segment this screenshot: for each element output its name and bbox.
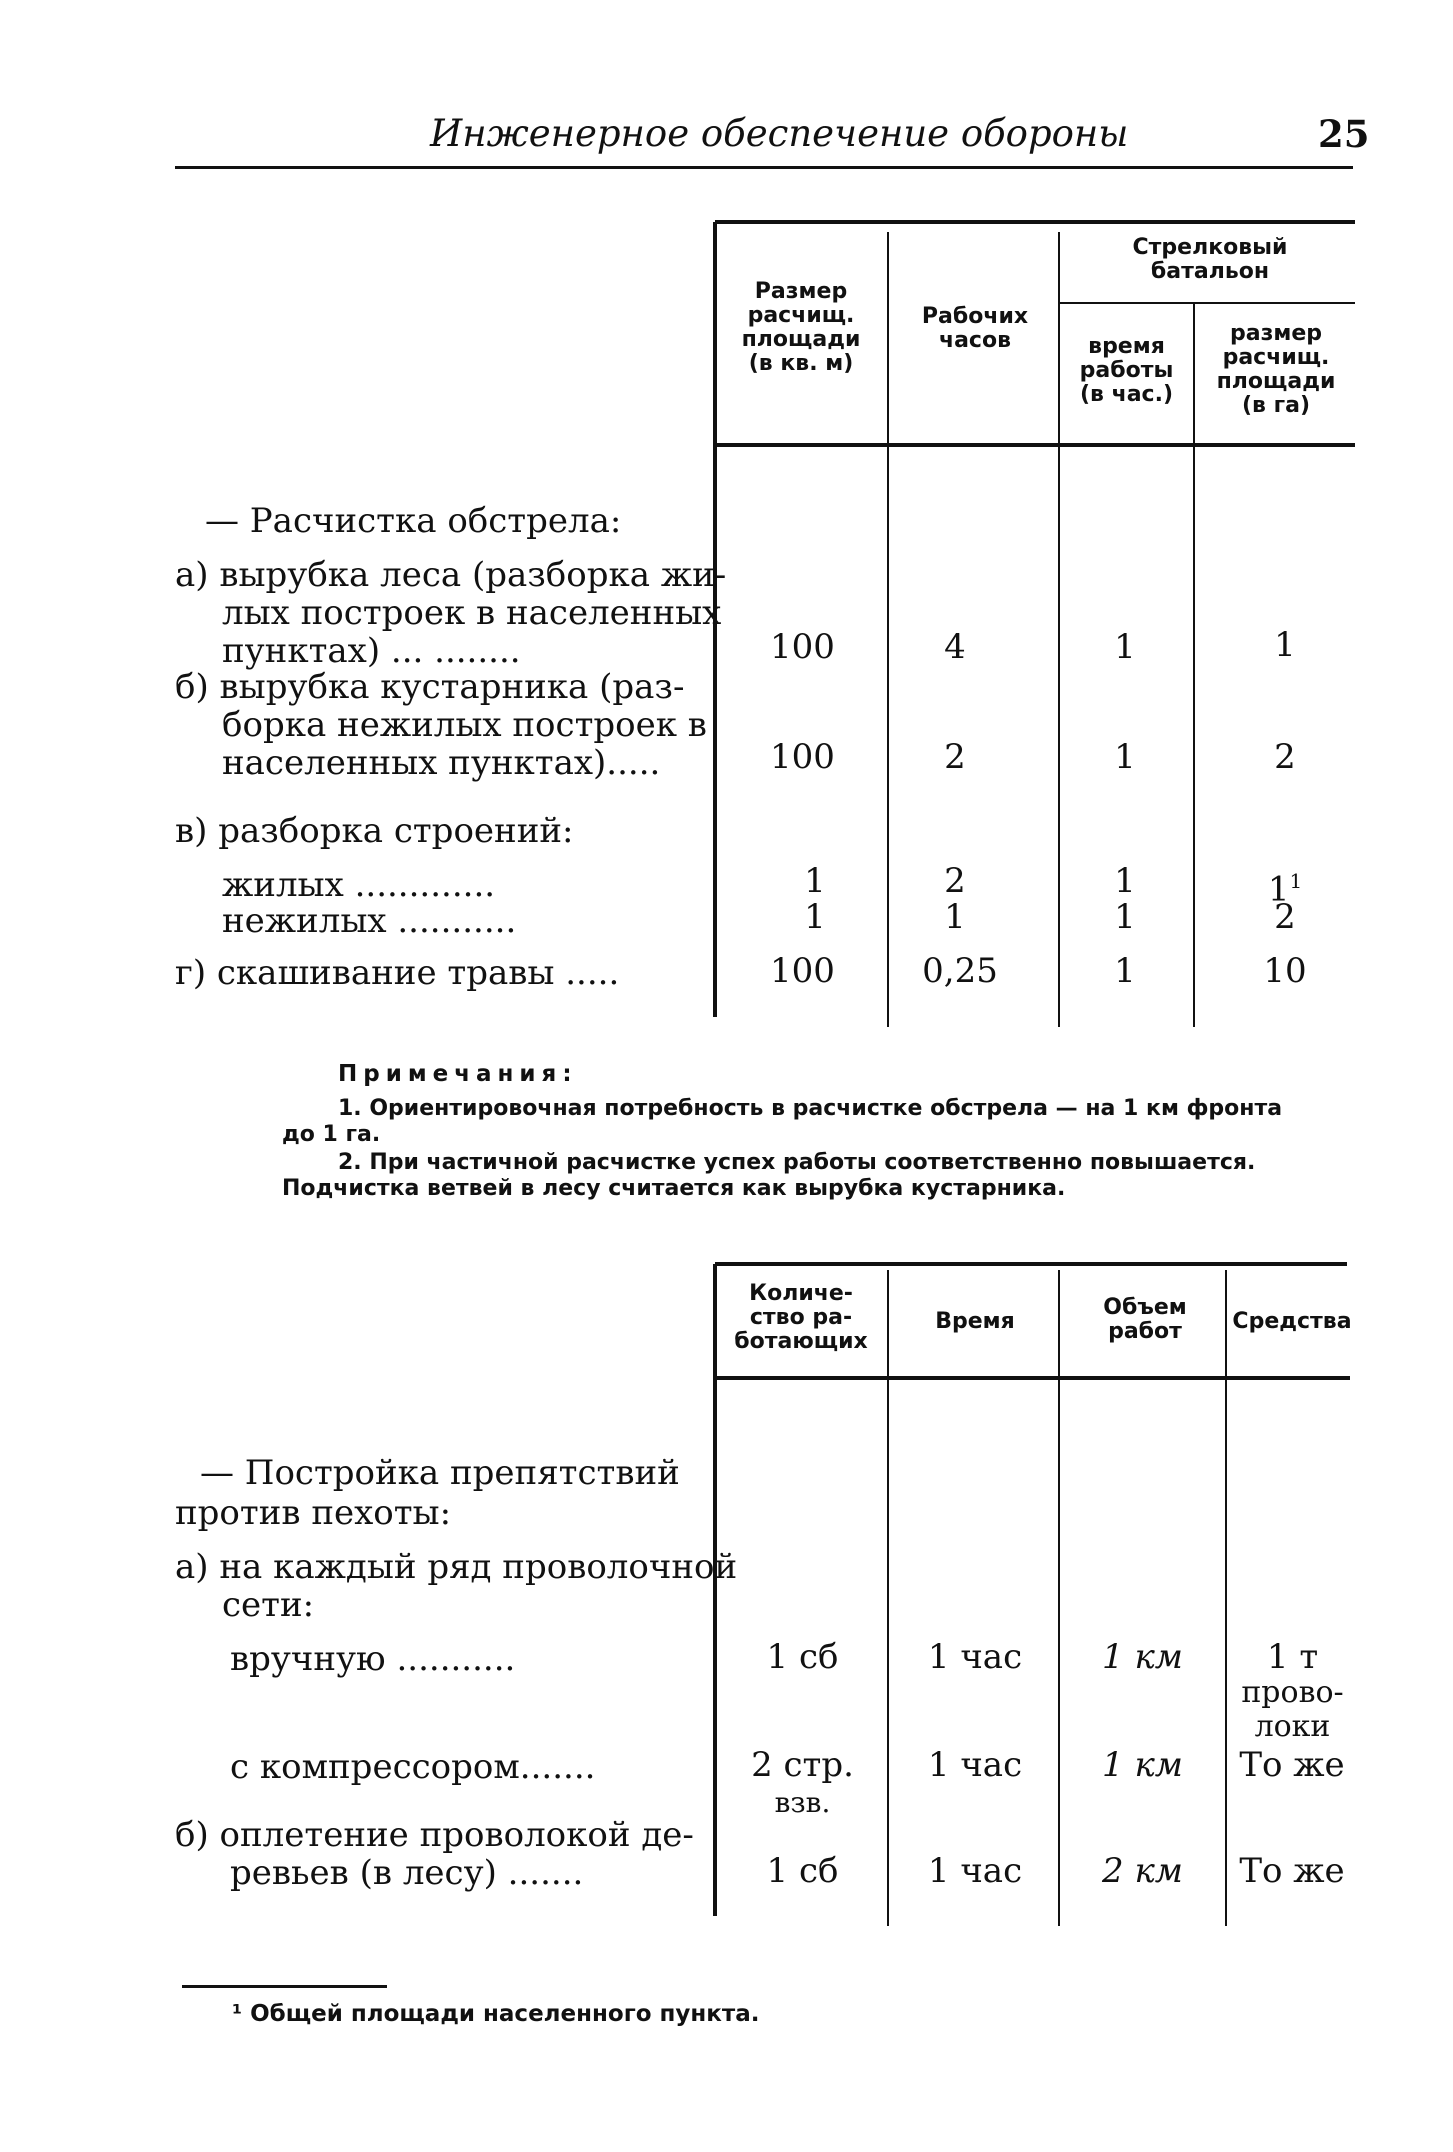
t1-g-ha: 10 — [1263, 951, 1307, 991]
table1-group-battalion: Стрелковый батальон — [1132, 235, 1288, 284]
t1-nonliving-label: нежилых ........... — [222, 901, 517, 941]
t2-b-label-line1: б) оплетение проволокой де- — [175, 1815, 694, 1855]
t1-nonliving-ha: 2 — [1274, 897, 1296, 937]
t1-a-label-line2: лых построек в населенных — [222, 593, 722, 633]
t1-g-area: 100 — [770, 951, 835, 991]
t2-manual-label: вручную ........... — [230, 1639, 516, 1679]
footnote-text: ¹ Общей площади населенного пункта. — [232, 2001, 760, 2027]
t2-manual-means-l1: 1 т — [1266, 1637, 1319, 1677]
t1-a-time: 1 — [1114, 627, 1136, 667]
t2-compressor-workers-l1: 2 стр. — [751, 1745, 854, 1785]
note-2-line2: Подчистка ветвей в лесу считается как вырубка кустарника. — [282, 1176, 1066, 1201]
t2-b-volume: 2 км — [1102, 1851, 1183, 1891]
note-1-line1: 1. Ориентировочная потребность в расчистке обстрела — на 1 км фронта — [338, 1096, 1283, 1121]
t2-a-label-line1: а) на каждый ряд проволочной — [175, 1547, 738, 1587]
table1-group-rule — [1060, 302, 1355, 304]
table2-top-rule — [715, 1262, 1347, 1266]
t1-nonliving-area: 1 — [804, 897, 826, 937]
header-rule — [175, 166, 1353, 169]
t2-manual-time: 1 час — [927, 1637, 1023, 1677]
t1-section-label: — Расчистка обстрела: — [205, 501, 622, 541]
t1-b-label-line1: б) вырубка кустарника (раз- — [175, 667, 685, 707]
footnote-marker: 1 — [1289, 869, 1303, 893]
t1-a-hours: 4 — [944, 627, 966, 667]
table2-col-means: Средства — [1232, 1309, 1352, 1334]
t2-manual-workers: 1 сб — [766, 1637, 839, 1677]
footnote-rule — [182, 1985, 387, 1988]
table2-left-border — [713, 1264, 717, 1916]
t2-section-line2: против пехоты: — [175, 1493, 452, 1533]
notes-title: Примечания: — [338, 1061, 578, 1087]
t2-b-means: То же — [1239, 1851, 1345, 1891]
t1-g-hours: 0,25 — [922, 951, 998, 991]
t1-nonliving-hours: 1 — [944, 897, 966, 937]
table1-col-area: Размер расчищ. площади (в кв. м) — [741, 279, 861, 376]
t1-nonliving-time: 1 — [1114, 897, 1136, 937]
t2-section-line1: — Постройка препятствий — [200, 1453, 680, 1493]
t2-compressor-time: 1 час — [927, 1745, 1023, 1785]
t2-manual-means-l3: локи — [1254, 1709, 1331, 1744]
t2-compressor-volume: 1 км — [1102, 1745, 1183, 1785]
t1-b-hours: 2 — [944, 737, 966, 777]
t1-b-ha: 2 — [1274, 737, 1296, 777]
t1-b-label-line3: населенных пунктах)..... — [222, 743, 661, 783]
t1-g-time: 1 — [1114, 951, 1136, 991]
table1-divider-2 — [1058, 232, 1060, 1027]
table1-col-area-ha: размер расчищ. площади (в га) — [1216, 321, 1336, 418]
t1-living-ha-value: 1 — [1267, 869, 1290, 910]
t2-compressor-means: То же — [1239, 1745, 1345, 1785]
note-1-line2: до 1 га. — [282, 1122, 381, 1147]
table2-divider-3 — [1225, 1270, 1227, 1926]
t1-a-area: 100 — [770, 627, 835, 667]
t1-a-label-line1: а) вырубка леса (разборка жи- — [175, 555, 727, 595]
t2-compressor-label: с компрессором....... — [230, 1747, 596, 1787]
t2-manual-means-l2: прово- — [1241, 1675, 1344, 1710]
t1-b-time: 1 — [1114, 737, 1136, 777]
table1-col-time: время работы (в час.) — [1079, 334, 1174, 407]
t2-b-label-line2: ревьев (в лесу) ....... — [230, 1853, 584, 1893]
t1-living-time: 1 — [1114, 861, 1136, 901]
t2-compressor-workers-l2: взв. — [774, 1786, 831, 1819]
t1-g-label: г) скашивание травы ..... — [175, 953, 620, 993]
t2-b-workers: 1 сб — [766, 1851, 839, 1891]
t2-manual-volume: 1 км — [1102, 1637, 1183, 1677]
table2-col-workers: Количе- ство ра- ботающих — [734, 1281, 868, 1354]
t1-a-label-line3: пунктах) ... ........ — [222, 631, 521, 671]
table2-divider-2 — [1058, 1270, 1060, 1926]
t1-living-label: жилых ............. — [222, 865, 496, 905]
t1-v-label: в) разборка строений: — [175, 811, 574, 851]
table1-divider-1 — [887, 232, 889, 1027]
t1-b-label-line2: борка нежилых построек в — [222, 705, 707, 745]
table1-col-hours: Рабочих часов — [921, 304, 1029, 353]
table2-divider-1 — [887, 1270, 889, 1926]
note-2-line1: 2. При частичной расчистке успех работы соответственно повышается. — [338, 1150, 1256, 1175]
table1-header-rule — [715, 443, 1355, 447]
running-title: Инженерное обеспечение обороны — [430, 112, 1129, 155]
t1-a-ha: 1 — [1274, 625, 1296, 665]
table2-header-rule — [715, 1376, 1350, 1380]
t2-b-time: 1 час — [927, 1851, 1023, 1891]
t1-living-area: 1 — [804, 861, 826, 901]
page-number: 25 — [1318, 112, 1370, 156]
table2-col-time: Время — [935, 1309, 1015, 1334]
table2-col-volume: Объем работ — [1103, 1295, 1187, 1344]
t1-b-area: 100 — [770, 737, 835, 777]
table1-divider-3 — [1193, 302, 1195, 1027]
t2-a-label-line2: сети: — [222, 1585, 315, 1625]
table1-top-rule — [715, 220, 1355, 224]
t1-living-hours: 2 — [944, 861, 966, 901]
